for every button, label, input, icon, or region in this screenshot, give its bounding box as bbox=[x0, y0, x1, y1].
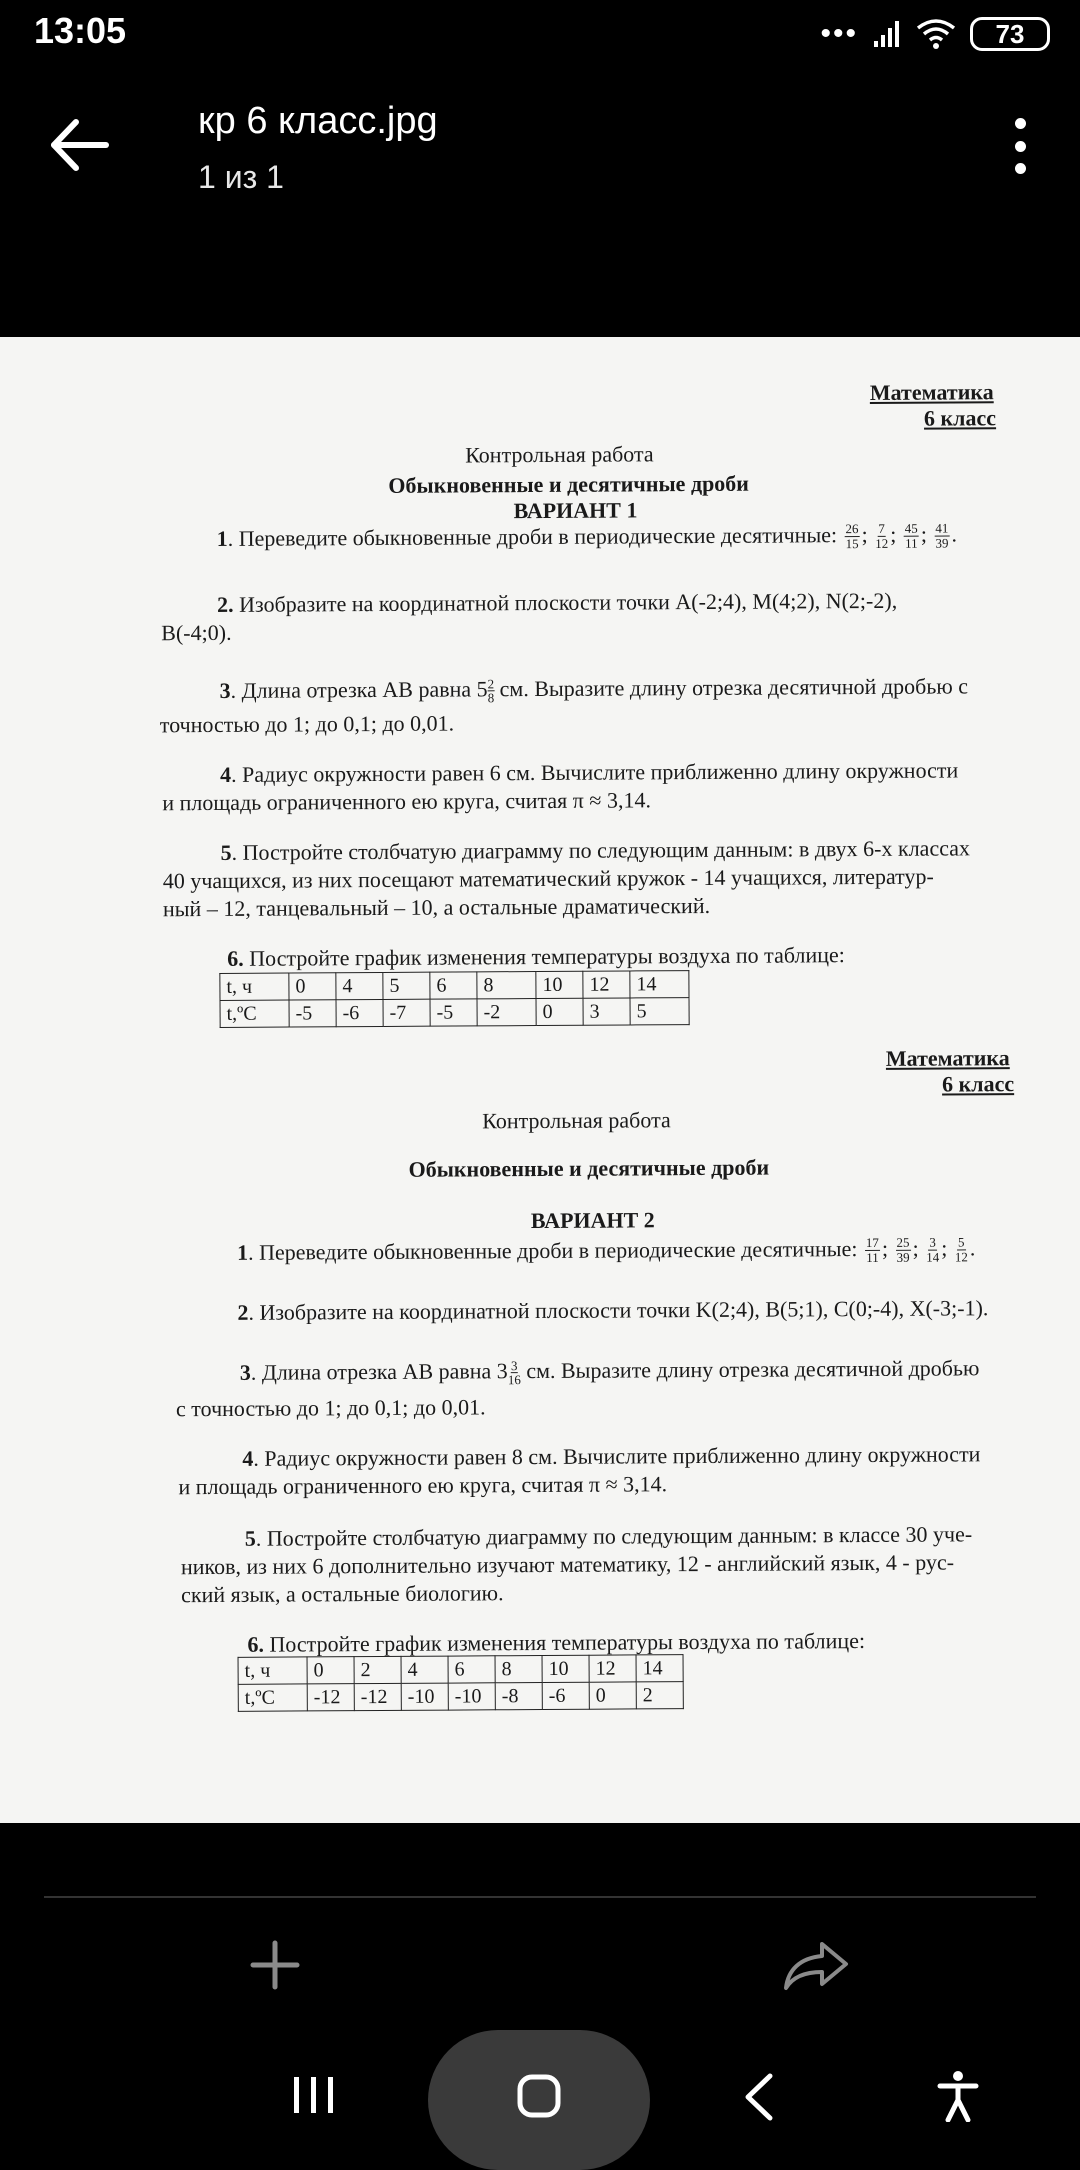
table-row bbox=[220, 971, 689, 1001]
v1-q2b: B(-4;0). bbox=[161, 619, 232, 646]
table-cell: 2 bbox=[636, 1682, 683, 1709]
v2-q5a: 5. Постройте столбчатую диаграмму по следующим данным: в классе 30 уче- bbox=[244, 1521, 973, 1551]
fraction: $\frac{45}{11}$ bbox=[904, 520, 918, 552]
table-cell: 3 bbox=[583, 998, 630, 1025]
v2-q3c: с точностью до 1; до 0,1; до 0,01. bbox=[175, 1394, 486, 1422]
page-counter: 1 из 1 bbox=[198, 159, 284, 195]
v2-topic: Обыкновенные и десятичные дроби bbox=[408, 1154, 770, 1182]
v2-q4b: и площадь ограниченного ею круга, считая π ≈ 3,14. bbox=[178, 1471, 668, 1500]
table-cell: 14 bbox=[630, 971, 689, 998]
v2-q4a: 4. Радиус окружности равен 8 см. Вычислите приближенно длину окружности bbox=[242, 1441, 981, 1471]
more-notifications-icon: ••• bbox=[820, 17, 858, 50]
table-cell: 12 bbox=[583, 971, 630, 998]
v2-q3a: 3. Длина отрезка AB равна 3 $\frac{3}{16}$ см. Выразите длину отрезка десятичной дробью bbox=[239, 1355, 980, 1388]
table-cell: -2 bbox=[477, 999, 536, 1026]
v1-topic: Обыкновенные и десятичные дроби bbox=[388, 470, 750, 498]
status-bar bbox=[0, 0, 1080, 70]
v1-q2a: 2. Изобразите на координатной плоскости точки A(-2;4), M(4;2), N(2;-2), bbox=[217, 587, 898, 617]
table-cell: 6 bbox=[448, 1656, 495, 1683]
v1-q5a: 5. Постройте столбчатую диаграмму по следующим данным: в двух 6-х классах bbox=[220, 835, 971, 865]
table-cell: -6 bbox=[542, 1682, 589, 1709]
table-cell: 4 bbox=[336, 972, 383, 999]
top-app-bar bbox=[0, 90, 1080, 200]
v1-q4b: и площадь ограниченного ею круга, считая π ≈ 3,14. bbox=[162, 787, 652, 816]
v1-subject: Математика bbox=[869, 379, 994, 405]
table-cell: 8 bbox=[495, 1655, 542, 1682]
v1-q3c: точностью до 1; до 0,1; до 0,01. bbox=[159, 710, 455, 738]
table-cell: 5 bbox=[383, 972, 430, 999]
v1-q6: 6. Постройте график изменения температуры воздуха по таблице: bbox=[227, 942, 845, 971]
table-cell: 8 bbox=[477, 972, 536, 999]
table-cell: 4 bbox=[401, 1656, 448, 1683]
table-cell: 6 bbox=[430, 972, 477, 999]
table-cell: -7 bbox=[383, 999, 430, 1026]
v2-subject: Математика bbox=[885, 1045, 1010, 1071]
battery-icon: 73 bbox=[970, 17, 1050, 51]
table-cell: 10 bbox=[536, 971, 583, 998]
file-title: кр 6 класс.jpg bbox=[198, 100, 438, 142]
table-cell: -12 bbox=[307, 1684, 354, 1711]
table-cell: t, ч bbox=[238, 1657, 307, 1684]
nav-back-icon[interactable] bbox=[742, 2072, 776, 2122]
v2-q5c: ский язык, а остальные биологию. bbox=[181, 1580, 504, 1608]
v2-q1: 1. Переведите обыкновенные дроби в периодические десятичные: $\frac{17}{11}$ ; $\frac{25}{39}$ ; $\frac{3}{14}$ ; $\frac{5}{12}$ . bbox=[236, 1234, 976, 1266]
table-row bbox=[238, 1682, 683, 1712]
v1-q3a: 3. Длина отрезка AB равна 5 $\frac{2}{8}$ см. Выразите длину отрезка десятичной дробью с bbox=[219, 673, 969, 706]
signal-icon bbox=[872, 19, 902, 49]
table-row bbox=[238, 1655, 683, 1685]
v2-q6: 6. Постройте график изменения температуры воздуха по таблице: bbox=[247, 1628, 866, 1657]
fraction: $\frac{7}{12}$ bbox=[875, 521, 889, 552]
file-info bbox=[198, 100, 438, 196]
table-cell: 14 bbox=[636, 1655, 683, 1682]
table-cell: -5 bbox=[430, 999, 477, 1026]
fraction: $\frac{2}{8}$ bbox=[487, 676, 495, 706]
v1-q5c: ный – 12, танцевальный – 10, а остальные драматический. bbox=[162, 892, 711, 922]
status-icons bbox=[820, 14, 1050, 54]
table-cell: 12 bbox=[589, 1655, 636, 1682]
table-cell: 0 bbox=[536, 998, 583, 1025]
v2-temperature-table bbox=[238, 1654, 684, 1712]
more-vert-icon[interactable] bbox=[1008, 118, 1032, 174]
wifi-icon bbox=[916, 18, 956, 50]
table-row bbox=[220, 998, 689, 1028]
accessibility-icon[interactable] bbox=[936, 2070, 980, 2122]
table-cell: 5 bbox=[630, 998, 689, 1025]
fraction: $\frac{26}{15}$ bbox=[845, 521, 859, 552]
status-time: 13:05 bbox=[34, 10, 127, 51]
table-cell: -12 bbox=[354, 1683, 401, 1710]
v2-q2: 2. Изобразите на координатной плоскости точки K(2;4), B(5;1), C(0;-4), X(-3;-1). bbox=[237, 1295, 989, 1325]
table-cell: 0 bbox=[307, 1657, 354, 1684]
v1-temperature-table bbox=[219, 970, 689, 1028]
share-icon[interactable] bbox=[782, 1940, 850, 1992]
fraction: $\frac{3}{16}$ bbox=[507, 1357, 521, 1388]
v1-variant: ВАРИАНТ 1 bbox=[513, 497, 638, 524]
table-cell: 0 bbox=[289, 973, 336, 1000]
fraction: $\frac{25}{39}$ bbox=[896, 1234, 910, 1266]
plus-icon[interactable] bbox=[250, 1940, 300, 1990]
recent-apps-icon[interactable] bbox=[292, 2075, 336, 2115]
fraction: $\frac{17}{11}$ bbox=[865, 1235, 879, 1266]
table-cell: 2 bbox=[354, 1656, 401, 1683]
fraction: $\frac{41}{39}$ bbox=[935, 520, 949, 552]
table-cell: -5 bbox=[289, 1000, 336, 1027]
v1-q5b: 40 учащихся, из них посещают математический кружок - 14 учащихся, литератур- bbox=[162, 863, 934, 894]
table-cell: t, ч bbox=[220, 973, 289, 1000]
v2-q5b: ников, из них 6 дополнительно изучают математику, 12 - английский язык, 4 - рус- bbox=[180, 1549, 955, 1580]
home-icon[interactable] bbox=[517, 2074, 561, 2118]
table-cell: -6 bbox=[336, 999, 383, 1026]
v1-kind: Контрольная работа bbox=[465, 441, 654, 468]
document-photo bbox=[0, 337, 1080, 1823]
table-cell: -10 bbox=[448, 1683, 495, 1710]
fraction: $\frac{3}{14}$ bbox=[926, 1234, 940, 1266]
table-cell: 0 bbox=[589, 1682, 636, 1709]
table-cell: -10 bbox=[401, 1683, 448, 1710]
system-navigation-bar bbox=[0, 2030, 1080, 2160]
fraction: $\frac{5}{12}$ bbox=[954, 1234, 968, 1265]
v2-grade: 6 класс bbox=[941, 1071, 1015, 1097]
table-cell: t,ºC bbox=[220, 1000, 289, 1027]
arrow-left-icon[interactable] bbox=[44, 110, 114, 180]
v2-kind: Контрольная работа bbox=[482, 1107, 671, 1134]
v1-grade: 6 класс bbox=[923, 405, 997, 431]
v2-variant: ВАРИАНТ 2 bbox=[530, 1207, 655, 1234]
divider bbox=[44, 1896, 1036, 1898]
table-cell: 10 bbox=[542, 1655, 589, 1682]
image-viewer[interactable] bbox=[0, 337, 1080, 1823]
table-cell: t,ºC bbox=[238, 1684, 307, 1711]
v1-q1: 1. Переведите обыкновенные дроби в периодические десятичные: $\frac{26}{15}$ ; $\frac{7}{12}$ ; $\frac{45}{11}$ ; $\frac{41}{39}$ . bbox=[216, 520, 958, 552]
v1-q4a: 4. Радиус окружности равен 6 см. Вычислите приближенно длину окружности bbox=[220, 757, 959, 787]
table-cell: -8 bbox=[495, 1682, 542, 1709]
